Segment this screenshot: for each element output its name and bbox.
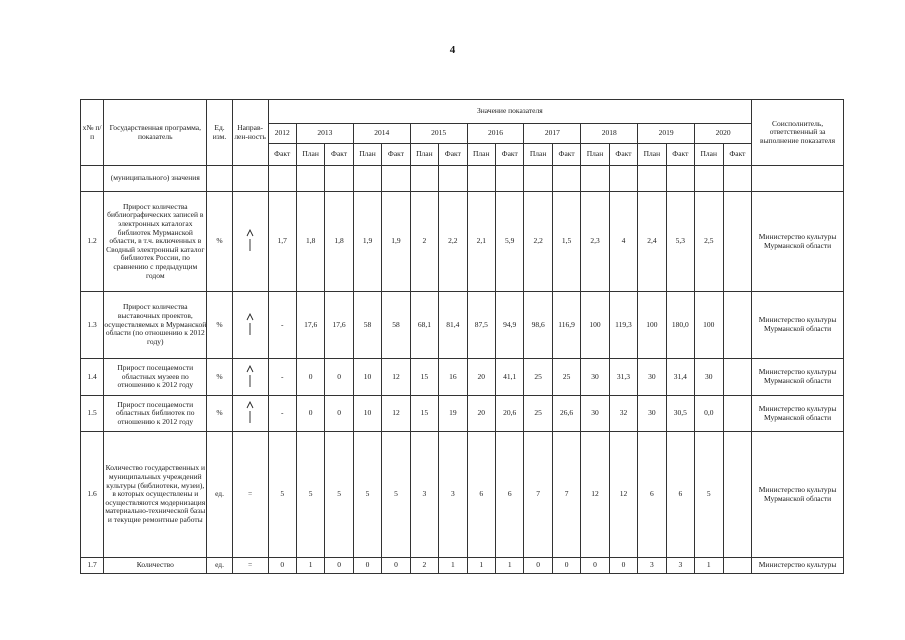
header-year: 2017 xyxy=(524,124,581,144)
header-year: 2012 xyxy=(268,124,296,144)
value-cell: 1,7 xyxy=(268,192,296,292)
value-cell: 25 xyxy=(524,359,552,396)
header-direction: Направ-лен-ность xyxy=(232,100,268,166)
value-cell: 100 xyxy=(581,292,609,359)
value-cell xyxy=(581,166,609,192)
value-cell: 5,3 xyxy=(666,192,694,292)
indicator-name: Прирост количества выставочных проектов, осуществляемых в Мурманской области (по отношению к 2012 году) xyxy=(104,292,207,359)
value-cell: 32 xyxy=(609,396,637,432)
value-cell xyxy=(723,192,752,292)
unit-cell: % xyxy=(207,192,232,292)
header-year: 2014 xyxy=(353,124,410,144)
header-sub-fact: Факт xyxy=(325,144,353,166)
value-cell: 5,9 xyxy=(496,192,524,292)
value-cell: 180,0 xyxy=(666,292,694,359)
value-cell: 12 xyxy=(382,359,410,396)
row-number: 1.6 xyxy=(81,432,104,558)
header-sub-fact: Факт xyxy=(268,144,296,166)
header-year: 2016 xyxy=(467,124,524,144)
value-cell: 0 xyxy=(552,558,580,574)
value-cell: 12 xyxy=(581,432,609,558)
value-cell xyxy=(609,166,637,192)
value-cell: 15 xyxy=(410,359,438,396)
header-sub-fact: Факт xyxy=(496,144,524,166)
indicator-name: Прирост посещаемости областных библиотек по отношению к 2012 году xyxy=(104,396,207,432)
value-cell: 0 xyxy=(382,558,410,574)
value-cell: 2,2 xyxy=(439,192,467,292)
header-responsible: Соисполнитель, ответственный за выполнение показателя xyxy=(752,100,844,166)
value-cell: 12 xyxy=(609,432,637,558)
value-cell: - xyxy=(268,292,296,359)
value-cell: 58 xyxy=(353,292,381,359)
value-cell: 3 xyxy=(439,432,467,558)
value-cell: 5 xyxy=(695,432,723,558)
value-cell: 2 xyxy=(410,558,438,574)
arrow-up-icon xyxy=(246,312,254,336)
value-cell: 81,4 xyxy=(439,292,467,359)
value-cell: 31,4 xyxy=(666,359,694,396)
value-cell: 30 xyxy=(638,359,666,396)
unit-cell: % xyxy=(207,359,232,396)
value-cell xyxy=(467,166,495,192)
value-cell: 20,6 xyxy=(496,396,524,432)
table-row xyxy=(81,166,844,192)
table-row xyxy=(81,396,844,432)
value-cell: 30 xyxy=(695,359,723,396)
value-cell: 1 xyxy=(439,558,467,574)
table-row xyxy=(81,359,844,396)
value-cell: 25 xyxy=(524,396,552,432)
value-cell: 100 xyxy=(638,292,666,359)
responsible-cell: Министерство культуры Мурманской области xyxy=(752,359,844,396)
row-number xyxy=(81,166,104,192)
value-cell: 87,5 xyxy=(467,292,495,359)
value-cell: 26,6 xyxy=(552,396,580,432)
header-sub-fact: Факт xyxy=(439,144,467,166)
table-row xyxy=(81,558,844,574)
value-cell: 1 xyxy=(296,558,324,574)
value-cell: 0 xyxy=(581,558,609,574)
value-cell: 25 xyxy=(552,359,580,396)
value-cell xyxy=(410,166,438,192)
value-cell: 2 xyxy=(410,192,438,292)
value-cell: 100 xyxy=(695,292,723,359)
value-cell: 7 xyxy=(524,432,552,558)
value-cell: 0 xyxy=(609,558,637,574)
arrow-up-icon xyxy=(246,400,254,424)
value-cell: 119,3 xyxy=(609,292,637,359)
indicator-name: Количество государственных и муниципальных учреждений культуры (библиотеки, музеи), в которых осуществлены и осуществляются модернизация материально-технической базы и текущие ремонтные работы xyxy=(104,432,207,558)
direction-equal-sign: = xyxy=(247,489,253,499)
value-cell xyxy=(723,558,752,574)
direction-cell xyxy=(232,292,268,359)
value-cell: 2,3 xyxy=(581,192,609,292)
value-cell: 6 xyxy=(467,432,495,558)
indicator-table xyxy=(80,99,844,574)
header-sub-fact: Факт xyxy=(552,144,580,166)
value-cell: 2,5 xyxy=(695,192,723,292)
value-cell: 17,6 xyxy=(296,292,324,359)
value-cell xyxy=(666,166,694,192)
value-cell: 30 xyxy=(581,396,609,432)
header-sub-fact: Факт xyxy=(723,144,752,166)
value-cell xyxy=(552,166,580,192)
value-cell: - xyxy=(268,396,296,432)
direction-equal-sign: = xyxy=(247,560,253,570)
value-cell: 10 xyxy=(353,396,381,432)
unit-cell xyxy=(207,166,232,192)
header-sub-plan: План xyxy=(353,144,381,166)
value-cell: 0 xyxy=(268,558,296,574)
value-cell: 30 xyxy=(638,396,666,432)
indicator-name: (муниципального) значения xyxy=(104,166,207,192)
value-cell: 5 xyxy=(268,432,296,558)
value-cell: 1,8 xyxy=(325,192,353,292)
value-cell: 1,9 xyxy=(353,192,381,292)
row-number: 1.7 xyxy=(81,558,104,574)
header-year: 2018 xyxy=(581,124,638,144)
header-sub-plan: План xyxy=(581,144,609,166)
value-cell: 12 xyxy=(382,396,410,432)
value-cell: 0 xyxy=(325,558,353,574)
header-year: 2019 xyxy=(638,124,695,144)
value-cell: 30 xyxy=(581,359,609,396)
value-cell xyxy=(296,166,324,192)
header-sub-plan: План xyxy=(467,144,495,166)
value-cell xyxy=(382,166,410,192)
value-cell xyxy=(723,166,752,192)
value-cell: 58 xyxy=(382,292,410,359)
header-sub-fact: Факт xyxy=(382,144,410,166)
value-cell: 30,5 xyxy=(666,396,694,432)
header-sub-plan: План xyxy=(695,144,723,166)
header-year: 2020 xyxy=(695,124,752,144)
value-cell: 2,4 xyxy=(638,192,666,292)
value-cell: 0 xyxy=(325,359,353,396)
value-cell: 41,1 xyxy=(496,359,524,396)
value-cell: 1,9 xyxy=(382,192,410,292)
value-cell: 19 xyxy=(439,396,467,432)
value-cell: 2,2 xyxy=(524,192,552,292)
value-cell: 0,0 xyxy=(695,396,723,432)
responsible-cell: Министерство культуры xyxy=(752,558,844,574)
responsible-cell: Министерство культуры Мурманской области xyxy=(752,292,844,359)
value-cell: 0 xyxy=(296,396,324,432)
unit-cell: ед. xyxy=(207,558,232,574)
value-cell: 0 xyxy=(353,558,381,574)
row-number: 1.3 xyxy=(81,292,104,359)
value-cell: 2,1 xyxy=(467,192,495,292)
table-row xyxy=(81,292,844,359)
direction-cell xyxy=(232,192,268,292)
value-cell: 0 xyxy=(325,396,353,432)
direction-cell xyxy=(232,359,268,396)
row-number: 1.5 xyxy=(81,396,104,432)
value-cell xyxy=(325,166,353,192)
value-cell: 5 xyxy=(353,432,381,558)
direction-cell xyxy=(232,166,268,192)
value-cell: 4 xyxy=(609,192,637,292)
indicator-name: Прирост посещаемости областных музеев по отношению к 2012 году xyxy=(104,359,207,396)
page-number: 4 xyxy=(449,44,456,56)
header-year: 2013 xyxy=(296,124,353,144)
value-cell: 16 xyxy=(439,359,467,396)
header-unit: Ед. изм. xyxy=(207,100,232,166)
row-number: 1.4 xyxy=(81,359,104,396)
table-row xyxy=(81,432,844,558)
value-cell xyxy=(353,166,381,192)
value-cell: - xyxy=(268,359,296,396)
header-num: х№ п/п xyxy=(81,100,104,166)
value-cell: 3 xyxy=(638,558,666,574)
header-value-group: Значение показателя xyxy=(268,100,752,124)
value-cell xyxy=(268,166,296,192)
value-cell xyxy=(638,166,666,192)
value-cell: 7 xyxy=(552,432,580,558)
value-cell: 20 xyxy=(467,359,495,396)
header-sub-fact: Факт xyxy=(609,144,637,166)
responsible-cell: Министерство культуры Мурманской области xyxy=(752,432,844,558)
value-cell: 6 xyxy=(638,432,666,558)
header-sub-plan: План xyxy=(638,144,666,166)
value-cell: 6 xyxy=(496,432,524,558)
indicator-name: Количество xyxy=(104,558,207,574)
value-cell xyxy=(439,166,467,192)
unit-cell: % xyxy=(207,292,232,359)
value-cell xyxy=(723,396,752,432)
direction-cell xyxy=(232,396,268,432)
value-cell xyxy=(723,432,752,558)
value-cell: 6 xyxy=(666,432,694,558)
value-cell: 17,6 xyxy=(325,292,353,359)
arrow-up-icon xyxy=(246,228,254,252)
value-cell: 5 xyxy=(382,432,410,558)
value-cell: 1 xyxy=(695,558,723,574)
value-cell: 116,9 xyxy=(552,292,580,359)
header-sub-plan: План xyxy=(296,144,324,166)
value-cell xyxy=(496,166,524,192)
direction-cell xyxy=(232,558,268,574)
value-cell: 1 xyxy=(496,558,524,574)
value-cell: 5 xyxy=(296,432,324,558)
value-cell xyxy=(723,359,752,396)
arrow-up-icon xyxy=(246,364,254,388)
header-sub-plan: План xyxy=(524,144,552,166)
header-year: 2015 xyxy=(410,124,467,144)
value-cell xyxy=(723,292,752,359)
value-cell: 15 xyxy=(410,396,438,432)
value-cell: 3 xyxy=(410,432,438,558)
value-cell: 1,5 xyxy=(552,192,580,292)
value-cell: 1,8 xyxy=(296,192,324,292)
value-cell: 0 xyxy=(296,359,324,396)
header-sub-fact: Факт xyxy=(666,144,694,166)
value-cell: 1 xyxy=(467,558,495,574)
value-cell: 98,6 xyxy=(524,292,552,359)
responsible-cell: Министерство культуры Мурманской области xyxy=(752,396,844,432)
unit-cell: % xyxy=(207,396,232,432)
value-cell: 94,9 xyxy=(496,292,524,359)
value-cell: 3 xyxy=(666,558,694,574)
value-cell: 31,3 xyxy=(609,359,637,396)
value-cell: 10 xyxy=(353,359,381,396)
value-cell xyxy=(524,166,552,192)
table-row xyxy=(81,192,844,292)
header-sub-plan: План xyxy=(410,144,438,166)
value-cell xyxy=(695,166,723,192)
row-number: 1.2 xyxy=(81,192,104,292)
unit-cell: ед. xyxy=(207,432,232,558)
value-cell: 68,1 xyxy=(410,292,438,359)
responsible-cell xyxy=(752,166,844,192)
responsible-cell: Министерство культуры Мурманской области xyxy=(752,192,844,292)
indicator-name: Прирост количества библиографических записей в электронных каталогах библиотек Мурманской области, в т.ч. включенных в Сводный электронный каталог библиотек России, по сравнению с предыдущим годом xyxy=(104,192,207,292)
header-program: Государственная программа, показатель xyxy=(104,100,207,166)
direction-cell xyxy=(232,432,268,558)
value-cell: 20 xyxy=(467,396,495,432)
value-cell: 0 xyxy=(524,558,552,574)
value-cell: 5 xyxy=(325,432,353,558)
